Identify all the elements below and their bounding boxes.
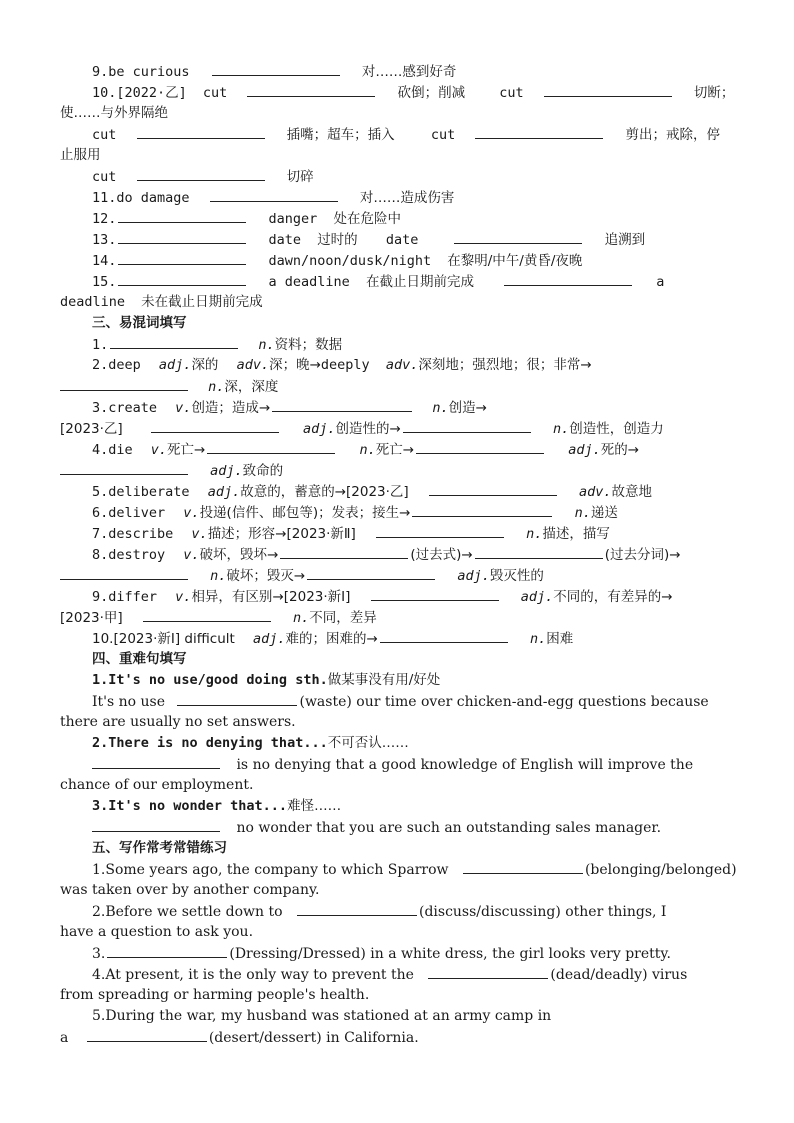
item-word: dawn/noon/dusk/night [268,253,432,269]
sentence-text: is no denying that a good knowledge of English will improve the [236,757,694,773]
arrow-icon: → [461,547,473,563]
s5-q4-line1 [60,964,766,985]
answer-blank[interactable] [137,124,265,139]
sentence-pattern: 3.It's no wonder that... [92,798,288,814]
item-10-cut [60,82,766,103]
item-meaning: 相异，有区别 [191,589,273,605]
sentence-text: chance of our employment. [60,777,254,793]
part-of-speech: n. [526,526,543,542]
part-of-speech: adj. [252,631,286,647]
part-of-speech: adj. [158,357,192,373]
item-meaning: 对……感到好奇 [361,64,457,80]
part-of-speech: adv. [236,357,270,373]
s4-q3-pattern [60,796,766,817]
answer-blank[interactable] [137,166,265,181]
item-head: 10.[2022·乙] [92,85,187,101]
answer-blank[interactable] [212,61,340,76]
answer-blank[interactable] [544,82,672,97]
item-head: 14. [92,253,117,269]
s3-item-2-deep [60,355,766,376]
part-of-speech: v. [191,526,208,542]
answer-blank[interactable] [210,187,338,202]
s4-q1-pattern [60,670,766,691]
answer-blank[interactable] [429,481,557,496]
exam-tag: [2023·新Ⅰ] [283,589,351,605]
item-word: date [268,232,302,248]
s3-item-8-destroy [60,544,766,565]
sentence-text: no wonder that you are such an outstanding sales manager. [236,820,662,836]
item-10-cut-wrap [60,103,734,124]
item-head: 7.describe [92,526,174,542]
arrow-icon: → [580,357,592,373]
part-of-speech: v. [183,505,200,521]
s5-q5-line2 [60,1027,734,1048]
item-meaning: 困难 [546,631,574,647]
item-meaning: 资料；数据 [274,337,343,353]
part-of-speech: adj. [568,442,601,458]
s3-item-8-wrap [60,565,734,586]
item-meaning: 深；晚 [269,357,310,373]
item-head: 1. [92,337,109,353]
answer-blank[interactable] [463,859,583,874]
part-of-speech: adj. [207,484,241,500]
sentence-pattern: 2.There is no denying that... [92,735,328,751]
item-meaning: 过时的 [317,232,358,248]
s5-q3-line1 [60,943,766,964]
item-14-dawn [60,250,766,271]
s5-q2-line1 [60,901,766,922]
arrow-icon: → [669,547,681,563]
part-of-speech: v. [183,547,200,563]
sentence-text: 4.At present, it is the only way to prevent the [92,967,414,983]
item-note: (过去式) [410,547,462,563]
item-head: 5.deliberate [92,484,190,500]
sentence-text: (Dressing/Dressed) in a white dress, the girl looks very pretty. [229,946,671,962]
item-meaning: 递送 [590,505,618,521]
part-of-speech: n. [359,442,376,458]
s3-item-10-difficult [60,628,766,649]
sentence-text: 5.During the war, my husband was stationed at an army camp in [92,1008,552,1024]
sentence-text: 3. [92,946,106,962]
item-word: cut [92,169,117,185]
item-meaning: 未在截止日期前完成 [141,294,263,310]
part-of-speech: adj. [457,568,490,584]
answer-blank[interactable] [412,502,552,517]
item-head: 3.create [92,400,158,416]
s3-item-3-create [60,397,766,418]
answer-blank[interactable] [92,817,220,832]
item-head: 6.deliver [92,505,166,521]
item-meaning: 描述；形容 [207,526,276,542]
answer-blank[interactable] [428,964,548,979]
part-of-speech: n. [258,337,275,353]
answer-blank[interactable] [475,544,603,559]
item-head: 13. [92,232,117,248]
item-head: 9.differ [92,589,158,605]
s3-item-6-deliver [60,502,766,523]
item-meaning: 在截止日期前完成 [365,274,474,290]
item-meaning: 死亡 [375,442,403,458]
part-of-speech: adv. [578,484,612,500]
sentence-text: It's no use [92,694,166,710]
item-meaning: 毁灭性的 [489,568,544,584]
item-meaning: 使……与外界隔绝 [60,105,168,121]
sentence-text: 2.Before we settle down to [92,904,283,920]
item-meaning: 死亡 [167,442,195,458]
s5-q1-line2 [60,880,734,901]
sentence-text: 1.Some years ago, the company to which Sparrow [92,862,449,878]
item-meaning: 插嘴；超车；插入 [286,127,395,143]
part-of-speech: n. [552,421,570,437]
item-word: danger [268,211,318,227]
answer-blank[interactable] [60,376,188,391]
arrow-icon: → [366,631,378,647]
answer-blank[interactable] [247,82,375,97]
answer-blank[interactable] [371,586,499,601]
answer-blank[interactable] [177,691,297,706]
s3-item-3-wrap [60,418,734,439]
part-of-speech: v. [175,400,192,416]
item-meaning: 描述，描写 [542,526,610,542]
answer-blank[interactable] [118,250,246,265]
arrow-icon: → [275,526,287,542]
item-meaning: 不同，差异 [309,610,377,626]
s5-q2-line2 [60,922,734,943]
answer-blank[interactable] [60,460,188,475]
item-word: cut [499,85,524,101]
answer-blank[interactable] [454,229,582,244]
s3-item-1 [60,334,766,355]
part-of-speech: n. [210,568,227,584]
arrow-icon: → [402,442,415,458]
item-12-danger [60,208,766,229]
answer-blank[interactable] [87,1027,207,1042]
sentence-text: (belonging/belonged) [584,862,737,878]
section-4-title: 四、重难句填写 [92,651,187,667]
sentence-text: (desert/dessert) in California. [208,1030,419,1046]
sentence-text: have a question to ask you. [60,924,254,940]
s3-item-5-deliberate [60,481,766,502]
item-head: 4.die [92,442,133,458]
part-of-speech: v. [175,589,192,605]
exam-tag: [2023·乙] [60,421,123,437]
item-13-date [60,229,766,250]
arrow-icon: → [334,484,347,500]
item-meaning: 死的 [600,442,628,458]
arrow-icon: → [399,505,411,521]
sentence-text: there are usually no set answers. [60,714,296,730]
arrow-icon: → [309,357,321,373]
item-11-do-damage [60,187,766,208]
answer-blank[interactable] [107,943,227,958]
item-word: date [385,232,419,248]
item-meaning: 砍倒；削减 [397,85,466,101]
item-word: cut [430,127,456,143]
item-meaning: 创造 [448,400,476,416]
pattern-meaning: 做某事没有用/好处 [327,672,441,688]
item-10-cut-2 [60,124,766,145]
part-of-speech: n. [292,610,310,626]
s4-q2-line2 [60,775,734,796]
item-meaning: 不同的，有差异的 [553,589,662,605]
pattern-meaning: 难怪…… [287,798,342,814]
item-meaning: 追溯到 [604,232,646,248]
item-meaning: 剪出；戒除，停 [625,127,720,143]
sentence-text: (waste) our time over chicken-and-egg questions because [299,694,709,710]
arrow-icon: → [389,421,401,437]
arrow-icon: → [194,442,206,458]
answer-blank[interactable] [297,901,417,916]
arrow-icon: → [272,589,284,605]
item-10-cut-3 [60,166,766,187]
pattern-meaning: 不可否认…… [327,735,409,751]
part-of-speech: n. [574,505,591,521]
answer-blank[interactable] [380,628,508,643]
part-of-speech: adj. [302,421,336,437]
s3-item-2-wrap [60,376,734,397]
part-of-speech: n. [432,400,449,416]
answer-blank[interactable] [416,439,544,454]
item-meaning: 深刻地；强烈地；很；非常 [418,357,581,373]
sentence-text: was taken over by another company. [60,882,320,898]
item-meaning: 故意的，蓄意的 [240,484,335,500]
answer-blank[interactable] [118,229,246,244]
s4-q2-pattern [60,733,766,754]
item-word: cut [92,127,117,143]
item-meaning: 破坏；毁灭 [226,568,294,584]
item-meaning: 故意地 [611,484,652,500]
item-15-deadline-wrap [60,292,734,313]
item-meaning: 深的 [191,357,219,373]
part-of-speech: adv. [385,357,419,373]
s3-item-9-differ [60,586,766,607]
answer-blank[interactable] [207,439,335,454]
item-9-be-curious [60,61,766,82]
item-meaning: 对……造成伤害 [359,190,455,206]
item-word: a [656,274,665,290]
arrow-icon: → [627,442,640,458]
answer-blank[interactable] [280,544,408,559]
item-meaning: 在黎明/中午/黄昏/夜晚 [447,253,583,269]
section-5-title: 五、写作常考常错练习 [92,840,227,856]
item-15-deadline [60,271,766,292]
answer-blank[interactable] [118,271,246,286]
item-head: 12. [92,211,117,227]
item-meaning: 深，深度 [224,379,279,395]
item-head: 10.[2023·新Ⅰ] difficult [92,631,235,647]
item-head: 9.be curious [92,64,190,80]
arrow-icon: → [293,568,306,584]
part-of-speech: n. [529,631,547,647]
item-head: 15. [92,274,117,290]
item-word: a deadline [268,274,350,290]
section-3-title: 三、易混词填写 [92,315,187,331]
item-meaning: 止服用 [60,147,101,163]
item-meaning: 切碎 [286,169,314,185]
part-of-speech: n. [208,379,225,395]
s3-item-9-wrap [60,607,734,628]
arrow-icon: → [661,589,673,605]
answer-blank[interactable] [110,334,238,349]
exam-tag: [2023·新Ⅱ] [286,526,356,542]
item-meaning: 创造；造成 [191,400,259,416]
item-word: deadline [60,294,126,310]
sentence-pattern: 1.It's no use/good doing sth. [92,672,328,688]
exam-tag: [2023·乙] [346,484,409,500]
item-head: 11.do damage [92,190,190,206]
arrow-icon: → [267,547,279,563]
s4-q1-line2 [60,712,734,733]
part-of-speech: adj. [520,589,554,605]
item-head: 8.destroy [92,547,166,563]
exam-tag: [2023·甲] [60,610,123,626]
answer-blank[interactable] [151,418,279,433]
item-meaning: 创造性，创造力 [569,421,664,437]
s5-q5-line1 [60,1006,766,1027]
sentence-text: (discuss/discussing) other things, I [418,904,667,920]
s3-item-4-wrap [60,460,734,481]
part-of-speech: v. [150,442,168,458]
item-meaning: 难的；困难的 [285,631,367,647]
s4-q1-line1 [60,691,766,712]
sentence-text: (dead/deadly) virus [550,967,688,983]
answer-blank[interactable] [307,565,435,580]
item-meaning: 切断； [693,85,735,101]
part-of-speech: adj. [210,463,243,479]
sentence-text: a [60,1030,69,1046]
item-meaning: 投递(信件、邮包等)；发表；接生 [199,505,400,521]
item-meaning: 处在危险中 [333,211,401,227]
item-meaning: 创造性的 [335,421,390,437]
item-meaning: 破坏，毁坏 [199,547,268,563]
answer-blank[interactable] [475,124,603,139]
answer-blank[interactable] [403,418,531,433]
arrow-icon: → [258,400,271,416]
item-10-cut-2-wrap [60,145,734,166]
item-word: deeply [320,357,370,373]
item-word: cut [202,85,228,101]
item-head: 2.deep [92,357,141,373]
item-note: (过去分词) [604,547,670,563]
answer-blank[interactable] [504,271,632,286]
s4-q2-line1 [60,754,766,775]
answer-blank[interactable] [92,754,220,769]
s5-q1-line1 [60,859,766,880]
answer-blank[interactable] [60,565,188,580]
s3-item-7-describe [60,523,766,544]
s3-item-4-die [60,439,766,460]
sentence-text: from spreading or harming people's health. [60,987,370,1003]
arrow-icon: → [475,400,487,416]
s4-q3-line1 [60,817,766,838]
answer-blank[interactable] [272,397,412,412]
item-meaning: 致命的 [242,463,284,479]
answer-blank[interactable] [376,523,504,538]
s5-q4-line2 [60,985,734,1006]
answer-blank[interactable] [118,208,246,223]
answer-blank[interactable] [143,607,271,622]
